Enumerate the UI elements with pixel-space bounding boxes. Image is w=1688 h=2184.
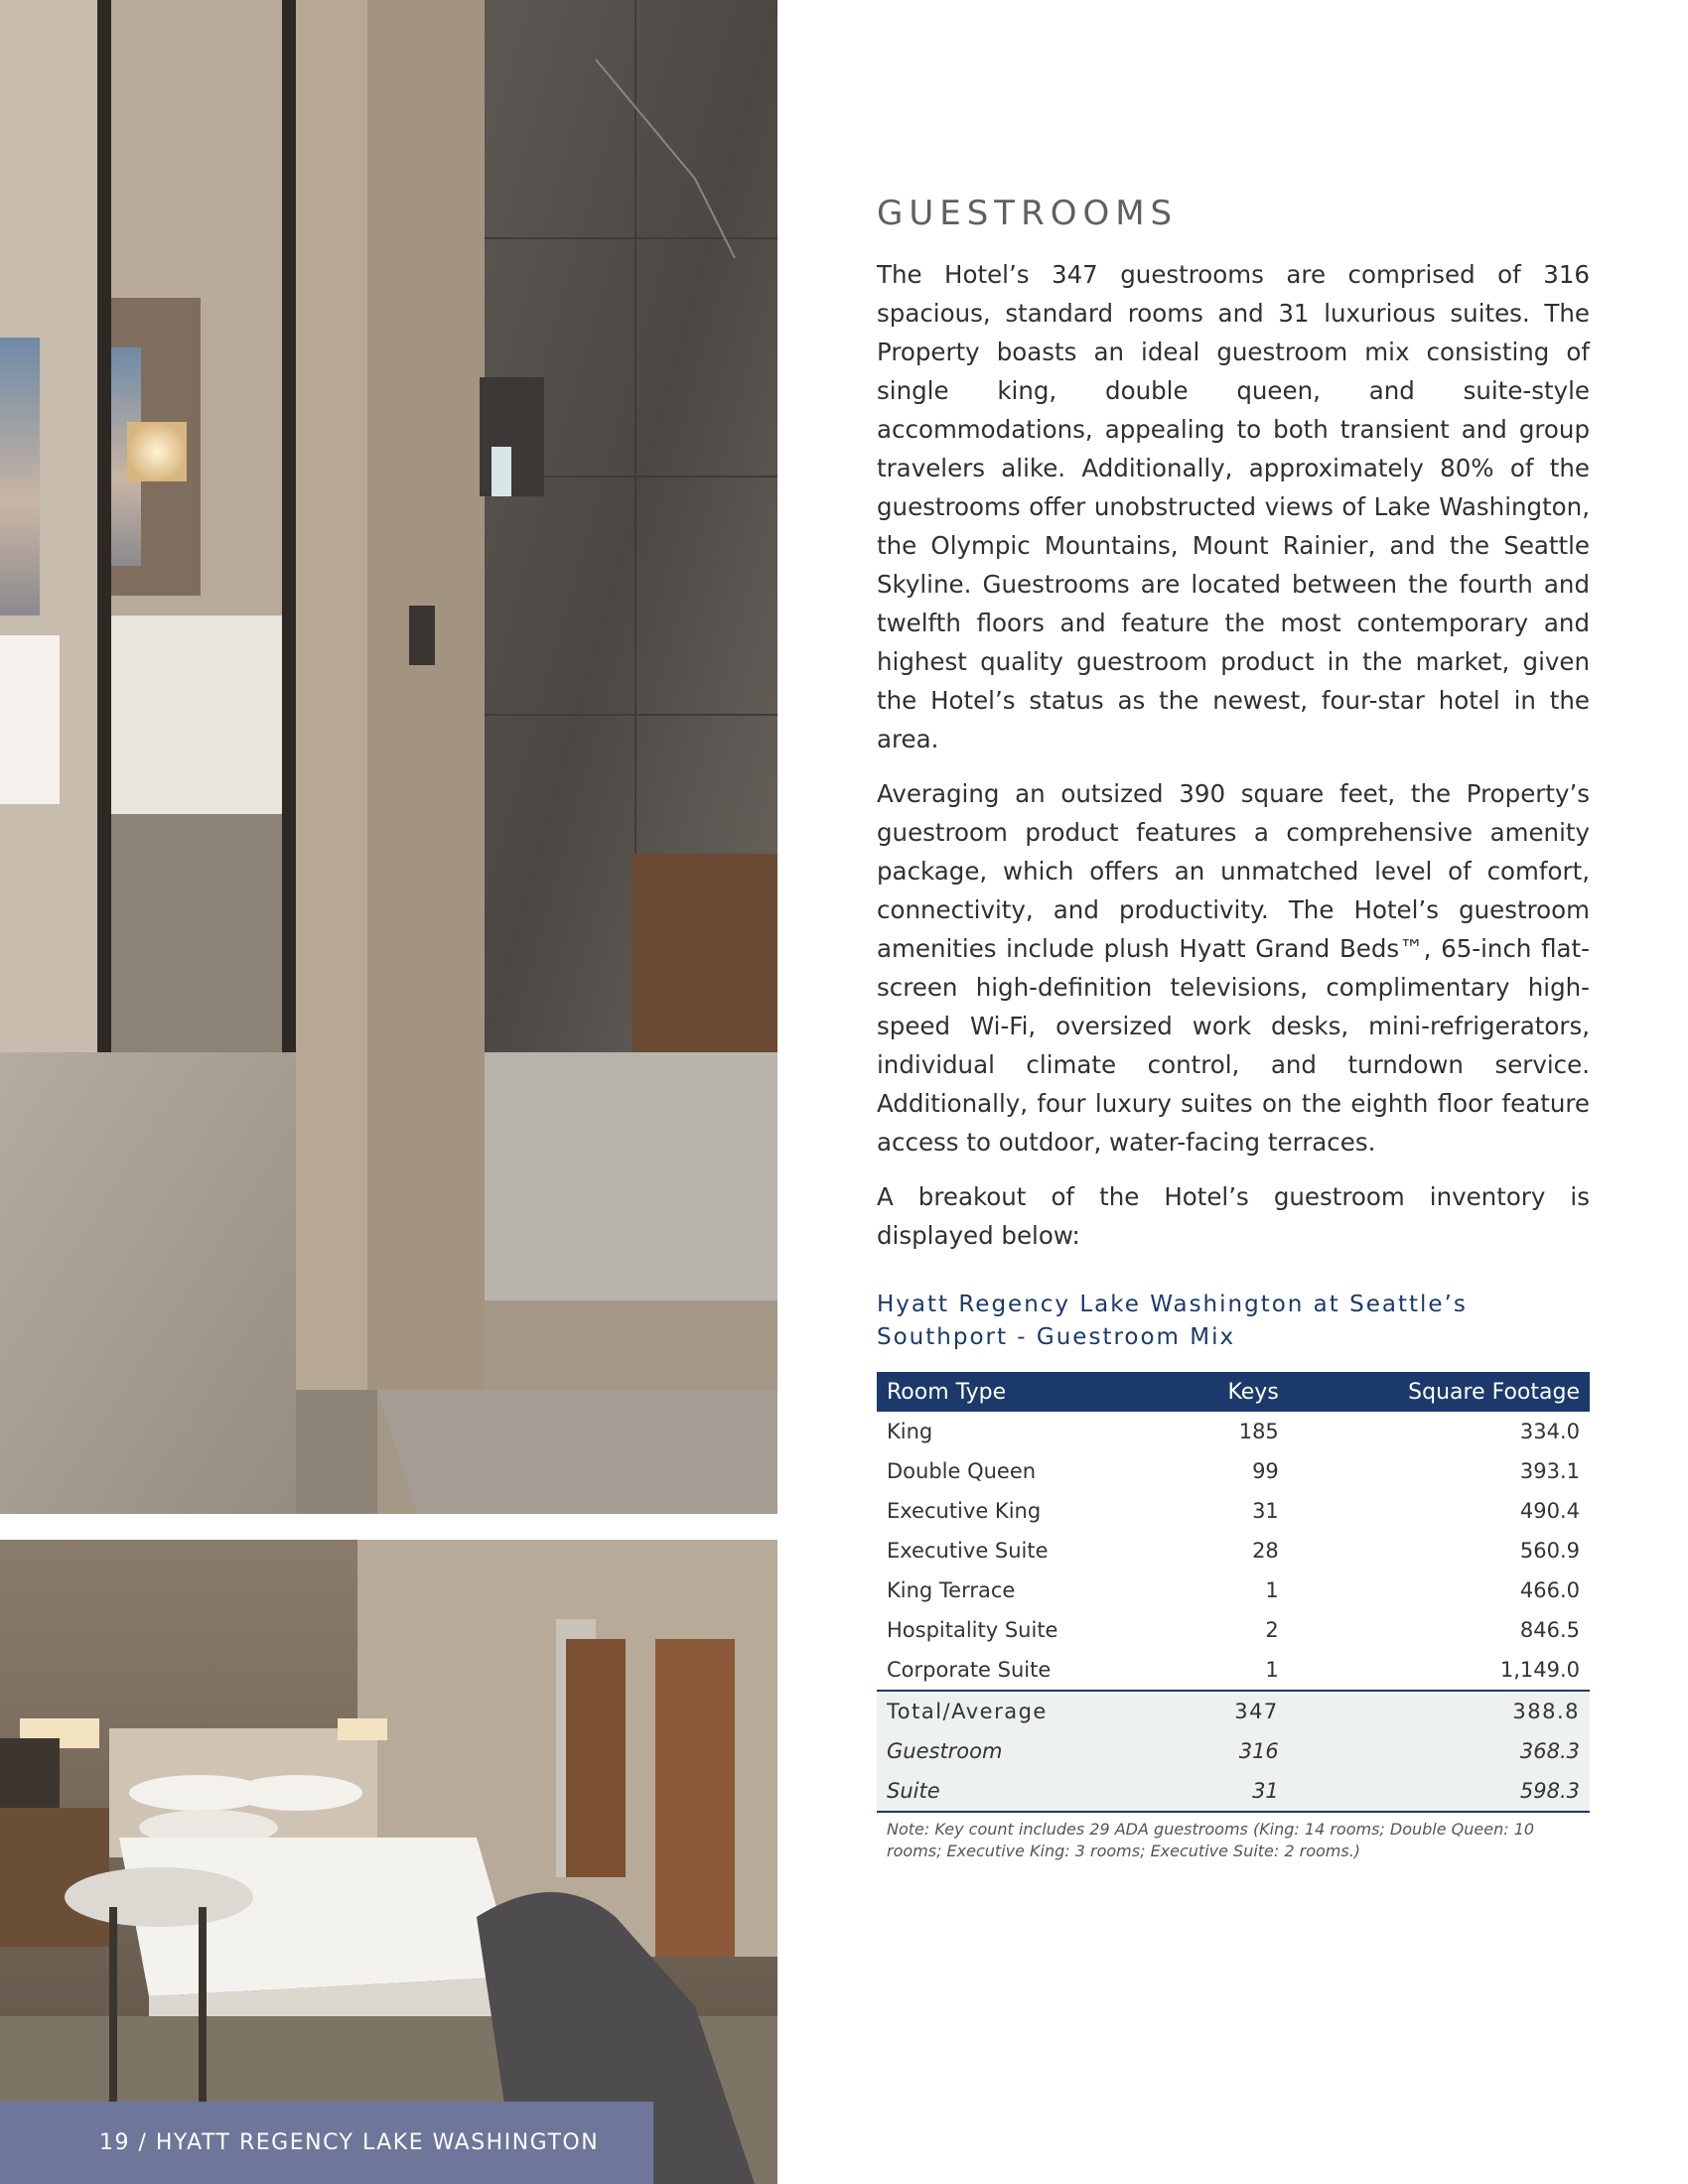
guestroom-mix-table <box>877 1372 1590 1813</box>
cell-room-type: Hospitality Suite <box>887 1618 1058 1642</box>
cell-square-footage: 334.0 <box>1519 1420 1580 1443</box>
footer-band <box>0 2102 653 2184</box>
cell-keys: 1 <box>1265 1658 1279 1682</box>
king-bedroom-photo <box>0 1540 777 2184</box>
cell-room-type: Double Queen <box>887 1459 1037 1483</box>
paragraph-breakout: A breakout of the Hotel’s guestroom inventory is displayed below: <box>877 1182 1590 1250</box>
cell-room-type: Total/Average <box>877 1691 1178 1731</box>
cell-square-footage: 598.3 <box>1289 1771 1590 1812</box>
paragraph-intro: The Hotel’s 347 guestrooms are comprised of 316 spacious, standard rooms and 31 luxurious suites. The Property boasts an ideal guestroom mix consisting of single king, double queen, and suite-style accommodations, appealing to both transient and group travelers alike. Additionally, approximately 80% of the guestrooms offer unobstructed views of Lake Washington, the Olympic Mountains, Mount Rainier, and the Seattle Skyline. Guestrooms are located between the fourth and twelfth floors and feature the most contemporary and highest quality guestroom product in the market, given the Hotel’s status as the newest, four-star hotel in the area. <box>877 260 1590 753</box>
cell-square-footage: 1,149.0 <box>1499 1658 1580 1682</box>
table-row <box>877 1650 1590 1691</box>
cell-room-type: Executive King <box>887 1499 1042 1523</box>
section-heading: GUESTROOMS <box>877 194 1179 233</box>
total-row <box>877 1691 1590 1731</box>
table-title: Hyatt Regency Lake Washington at Seattle’s Southport - Guestroom Mix <box>877 1292 1468 1350</box>
page-footer: 19 / HYATT REGENCY LAKE WASHINGTON <box>99 2130 600 2155</box>
table-footnote: Note: Key count includes 29 ADA guestrooms (King: 14 rooms; Double Queen: 10 rooms; Executive King: 3 rooms; Executive Suite: 2 rooms.) <box>887 1820 1535 1860</box>
cell-room-type: Suite <box>877 1771 1178 1812</box>
cell-room-type: Guestroom <box>877 1731 1178 1771</box>
header-square-footage: Square Footage <box>1289 1372 1590 1412</box>
cell-square-footage: 846.5 <box>1519 1618 1580 1642</box>
cell-room-type: King Terrace <box>887 1578 1016 1602</box>
cell-square-footage: 490.4 <box>1519 1499 1580 1523</box>
content-column <box>877 194 1590 1862</box>
guestroom-summary-row <box>877 1731 1590 1771</box>
table-row <box>877 1491 1590 1531</box>
header-keys: Keys <box>1178 1372 1289 1412</box>
cell-keys: 28 <box>1252 1539 1279 1563</box>
cell-keys: 31 <box>1252 1499 1279 1523</box>
cell-square-footage: 466.0 <box>1519 1578 1580 1602</box>
cell-room-type: Corporate Suite <box>887 1658 1052 1682</box>
cell-keys: 1 <box>1265 1578 1279 1602</box>
header-room-type: Room Type <box>877 1372 1178 1412</box>
table-row <box>877 1531 1590 1570</box>
cell-keys: 347 <box>1178 1691 1289 1731</box>
cell-square-footage: 393.1 <box>1519 1459 1580 1483</box>
cell-square-footage: 560.9 <box>1519 1539 1580 1563</box>
table-row <box>877 1412 1590 1451</box>
cell-keys: 99 <box>1252 1459 1279 1483</box>
cell-square-footage: 388.8 <box>1289 1691 1590 1731</box>
cell-keys: 31 <box>1178 1771 1289 1812</box>
suite-bathroom-photo <box>0 0 777 1514</box>
cell-keys: 316 <box>1178 1731 1289 1771</box>
table-row <box>877 1570 1590 1610</box>
suite-summary-row <box>877 1771 1590 1812</box>
cell-room-type: King <box>887 1420 933 1443</box>
cell-square-footage: 368.3 <box>1289 1731 1590 1771</box>
cell-keys: 2 <box>1265 1618 1279 1642</box>
cell-room-type: Executive Suite <box>887 1539 1049 1563</box>
cell-keys: 185 <box>1238 1420 1279 1443</box>
table-row <box>877 1451 1590 1491</box>
table-header-row <box>877 1372 1590 1412</box>
table-row <box>877 1610 1590 1650</box>
paragraph-amenities: Averaging an outsized 390 square feet, the Property’s guestroom product features a comprehensive amenity package, which offers an unmatched level of comfort, connectivity, and productivity. The Hotel’s guestroom amenities include plush Hyatt Grand Beds™, 65-inch flat-screen high-definition televisions, complimentary high-speed Wi-Fi, oversized work desks, mini-refrigerators, individual climate control, and turndown service. Additionally, four luxury suites on the eighth floor feature access to outdoor, water-facing terraces. <box>877 779 1590 1157</box>
